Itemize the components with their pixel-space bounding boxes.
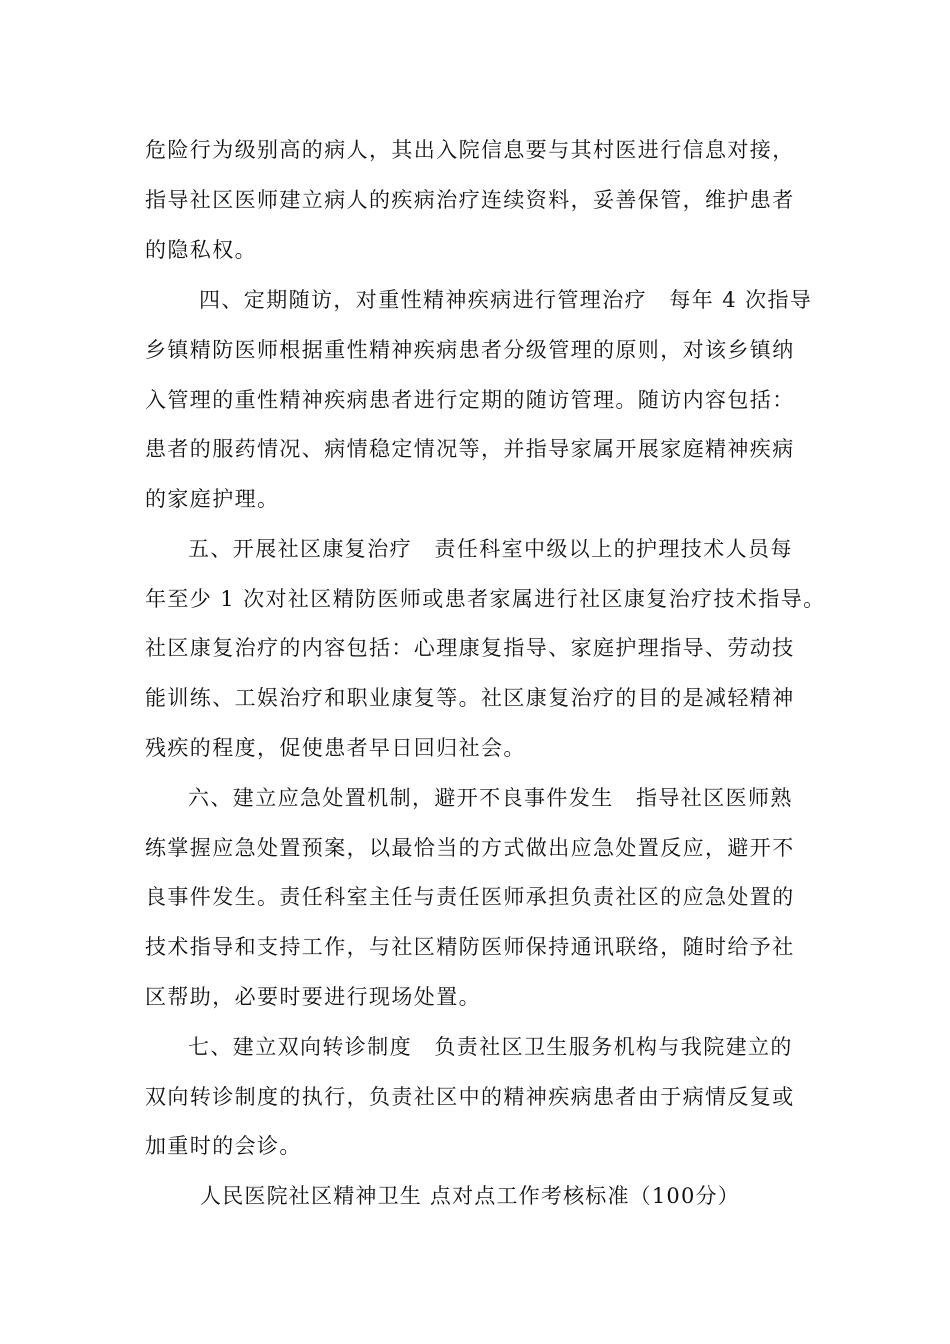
paragraph-line: 练掌握应急处置预案，以最恰当的方式做出应急处置反应，避开不 xyxy=(145,836,795,860)
paragraph-line: 残疾的程度，促使患者早日回归社会。 xyxy=(145,736,526,760)
section-heading-line: 四、定期随访，对重性精神疾病进行管理治疗 每年 4 次指导 xyxy=(199,288,813,312)
paragraph-line: 的家庭护理。 xyxy=(145,487,280,511)
paragraph-line: 的隐私权。 xyxy=(145,238,257,262)
paragraph-line: 双向转诊制度的执行，负责社区中的精神疾病患者由于病情反复或 xyxy=(145,1085,795,1109)
paragraph-line: 能训练、工娱治疗和职业康复等。社区康复治疗的目的是减轻精神 xyxy=(145,686,795,710)
paragraph-line: 患者的服药情况、病情稳定情况等，并指导家属开展家庭精神疾病 xyxy=(145,437,795,461)
paragraph-line: 乡镇精防医师根据重性精神疾病患者分级管理的原则，对该乡镇纳 xyxy=(145,338,795,362)
paragraph-line: 年至少 1 次对社区精防医师或患者家属进行社区康复治疗技术指导。 xyxy=(145,587,826,611)
section-heading-line: 五、开展社区康复治疗 责任科室中级以上的护理技术人员每 xyxy=(188,537,793,561)
section-heading-line: 七、建立双向转诊制度 负责社区卫生服务机构与我院建立的 xyxy=(188,1035,793,1059)
paragraph-line: 社区康复治疗的内容包括：心理康复指导、家庭护理指导、劳动技 xyxy=(145,636,795,660)
paragraph-line: 良事件发生。责任科室主任与责任医师承担负责社区的应急处置的 xyxy=(145,885,795,909)
closing-heading: 人民医院社区精神卫生 点对点工作考核标准（100分） xyxy=(200,1184,740,1208)
paragraph-line: 入管理的重性精神疾病患者进行定期的随访管理。随访内容包括： xyxy=(145,388,795,412)
paragraph-line: 危险行为级别高的病人，其出入院信息要与其村医进行信息对接， xyxy=(145,138,795,162)
paragraph-line: 区帮助，必要时要进行现场处置。 xyxy=(145,985,481,1009)
section-heading-line: 六、建立应急处置机制，避开不良事件发生 指导社区医师熟 xyxy=(188,786,793,810)
paragraph-line: 技术指导和支持工作，与社区精防医师保持通讯联络，随时给予社 xyxy=(145,935,795,959)
paragraph-line: 指导社区医师建立病人的疾病治疗连续资料，妥善保管，维护患者 xyxy=(145,188,795,212)
paragraph-line: 加重时的会诊。 xyxy=(145,1134,302,1158)
